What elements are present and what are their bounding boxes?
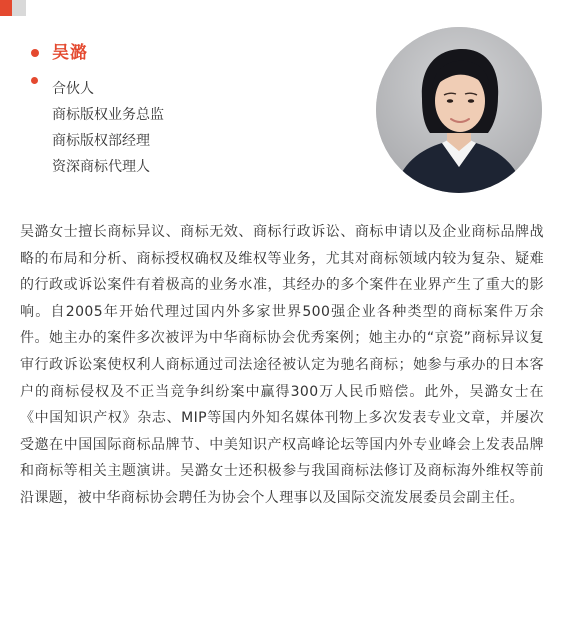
title-item: 商标版权业务总监 (52, 107, 164, 123)
title-bullet-icon (31, 77, 38, 84)
profile-header (0, 0, 563, 205)
title-row (31, 77, 51, 84)
portrait-photo (376, 27, 542, 193)
title-list (52, 76, 164, 180)
title-item: 商标版权部经理 (52, 133, 150, 149)
title-item: 合伙人 (52, 81, 94, 97)
person-name: 吴潞 (52, 43, 88, 63)
title-item: 资深商标代理人 (52, 159, 150, 175)
portrait-illustration (376, 27, 542, 193)
name-row (31, 42, 88, 64)
bio-paragraph: 吴潞女士擅长商标异议、商标无效、商标行政诉讼、商标申请以及企业商标品牌战略的布局和分析、商标授权确权及维权等业务，尤其对商标领域内较为复杂、疑难的行政或诉讼案件有着极高的业务水准，其经办的多个案件在业界产生了重大的影响。自2005年开始代理过国内外多家世界500强企业各种类型的商标案件万余件。她主办的案件多次被评为中华商标协会优秀案例；她主办的“京瓷”商标异议复审行政诉讼案使权利人商标通过司法途径被认定为驰名商标；她参与承办的日本客户的商标侵权及不正当竞争纠纷案中赢得300万人民币赔偿。此外，吴潞女士在《中国知识产权》杂志、MIP等国内外知名媒体刊物上多次发表专业文章，并屡次受邀在中国国际商标品牌节、中美知识产权高峰论坛等国内外专业峰会上发表品牌和商标等相关主题演讲。吴潞女士还积极参与我国商标法修订及商标海外维权等前沿课题，被中华商标协会聘任为协会个人理事以及国际交流发展委员会副主任。 (20, 224, 544, 506)
name-bullet-icon (31, 49, 39, 57)
